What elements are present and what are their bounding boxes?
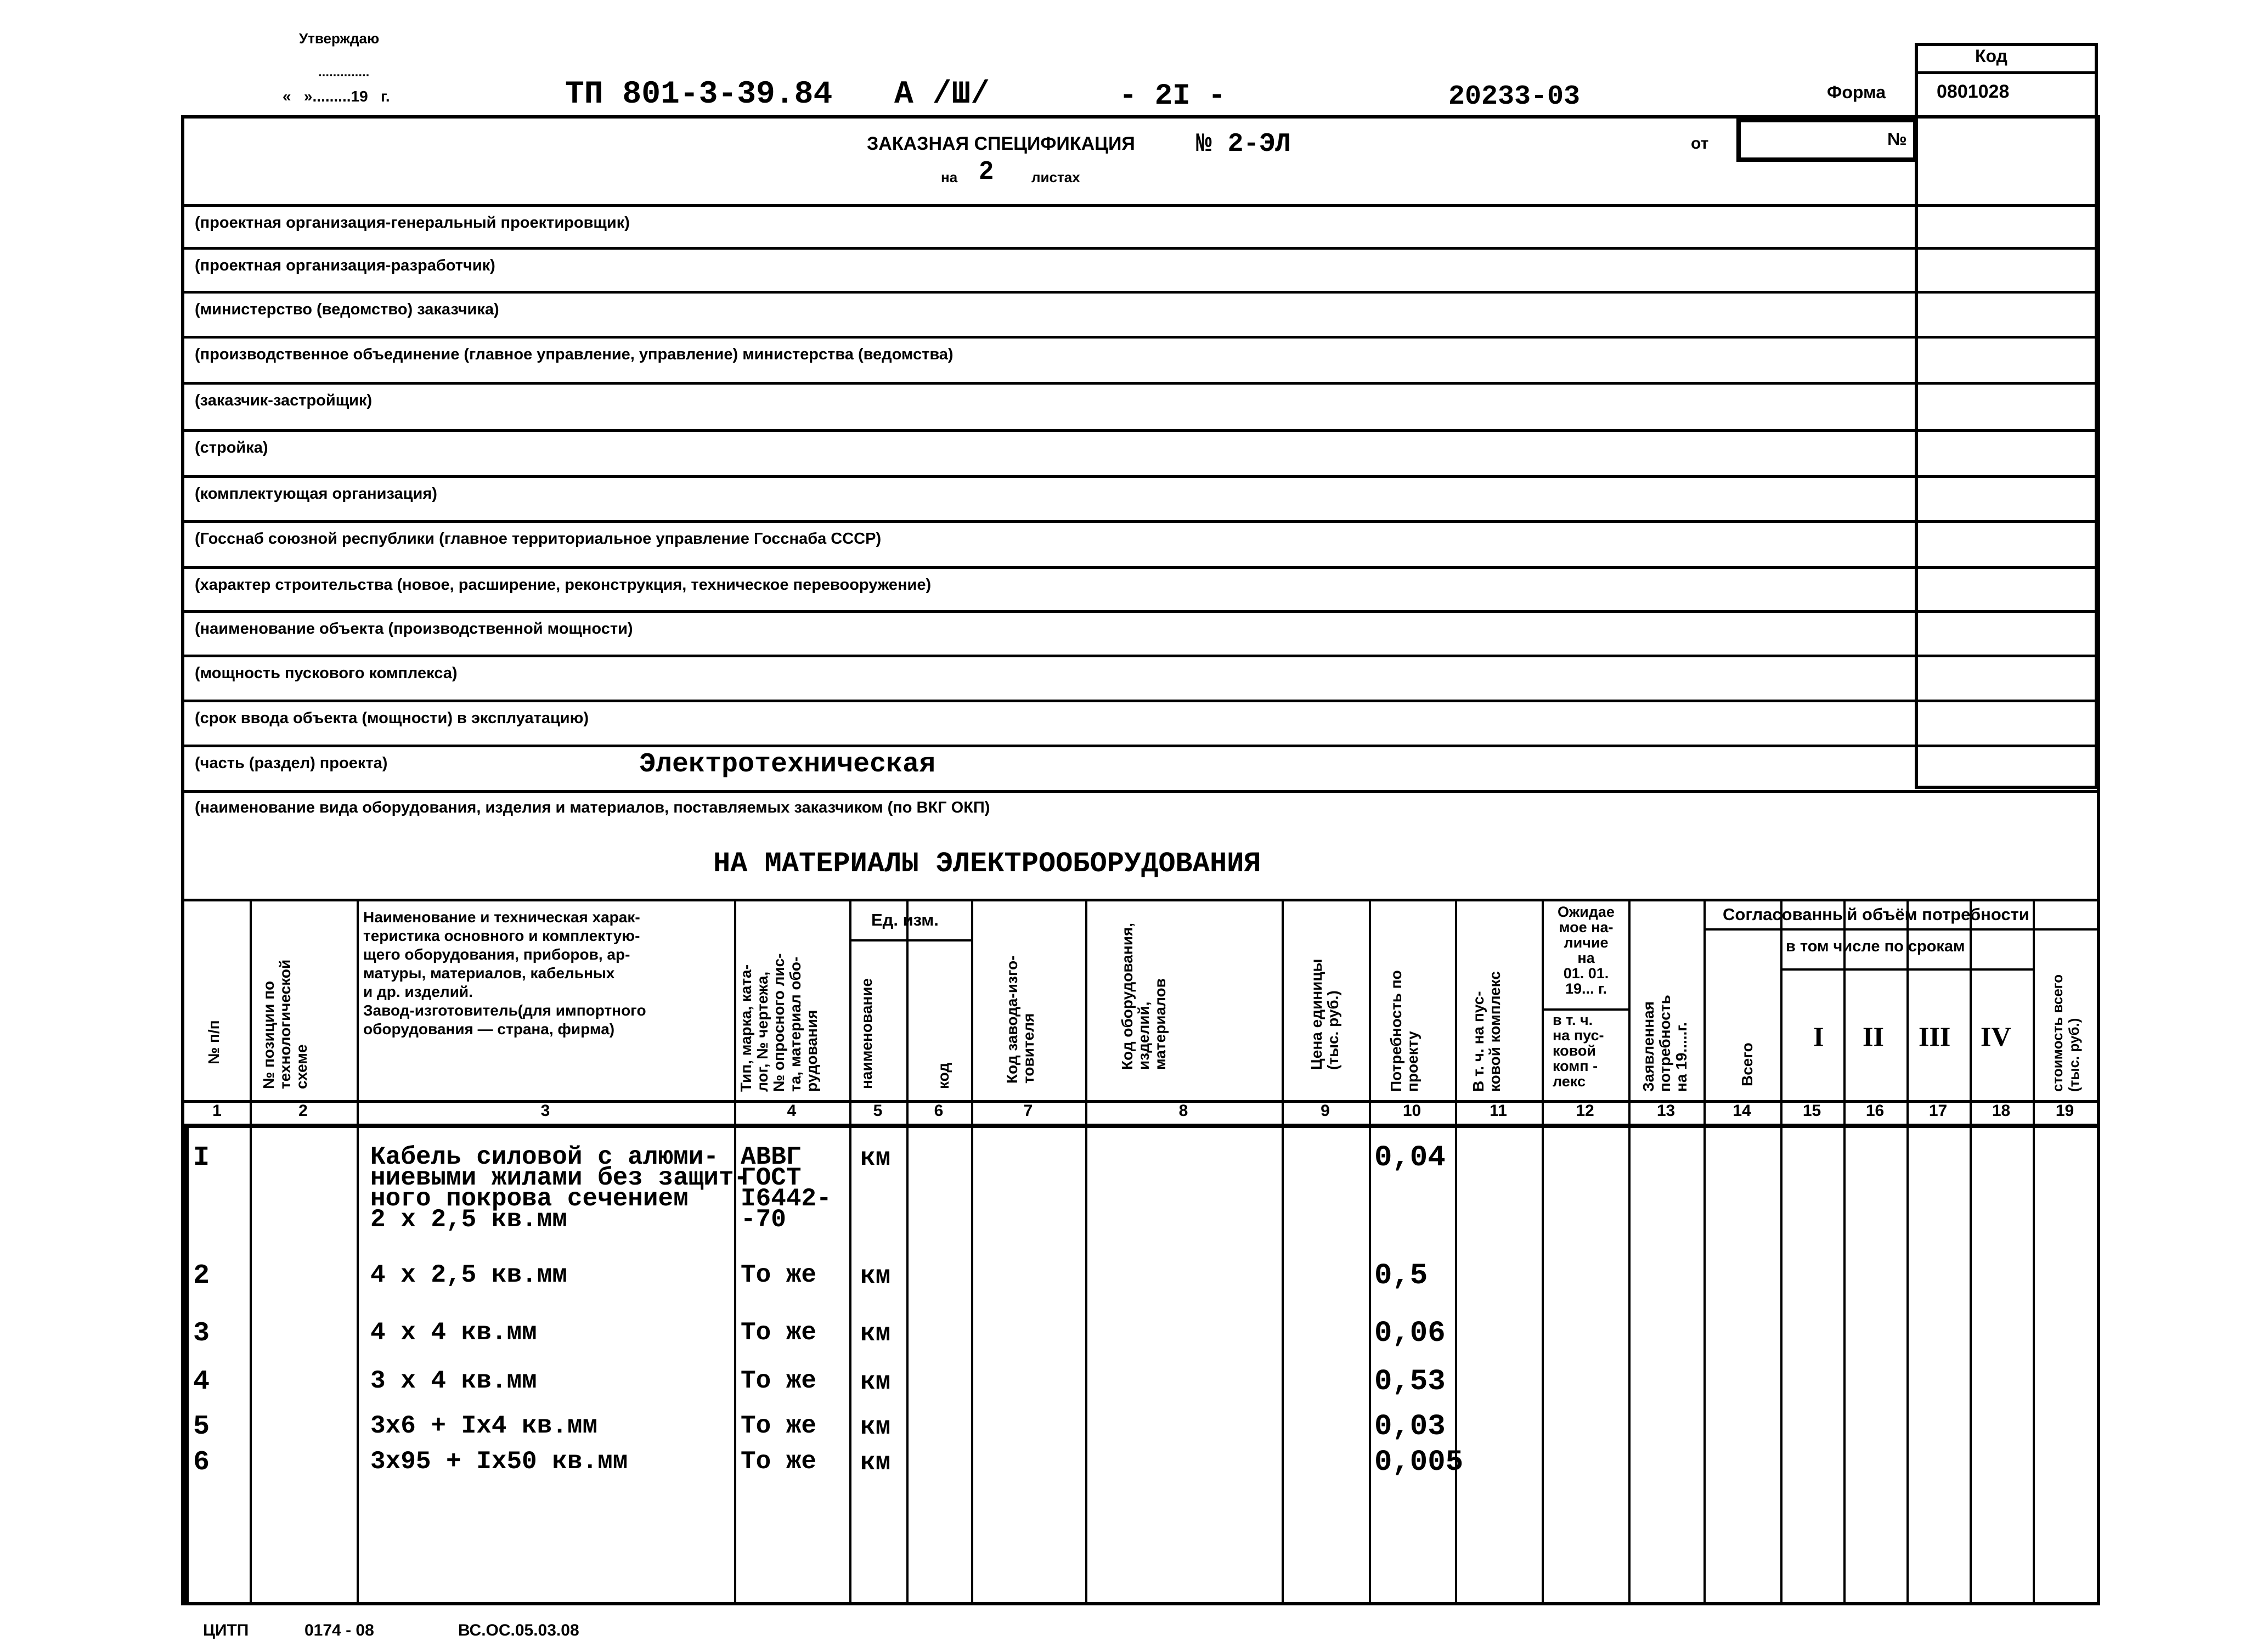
hdr-c18: IV (1981, 1021, 2011, 1052)
column-number: 1 (212, 1102, 222, 1120)
header-line: на (1577, 950, 1595, 966)
row-name: 3 х 4 кв.мм (370, 1367, 537, 1395)
column-number: 2 (298, 1102, 308, 1120)
from-label: от (1691, 134, 1709, 153)
header-line: Завод-изготовитель(для импортного (363, 1002, 646, 1019)
hdr-c5: наименование (858, 978, 875, 1089)
numbers-bottom-line (181, 1124, 2100, 1128)
hdr-c16: II (1863, 1021, 1884, 1052)
kod-line (1915, 382, 2098, 385)
row-name: 3х6 + Iх4 кв.мм (370, 1412, 598, 1440)
field-line (181, 204, 1917, 207)
field-line (181, 336, 1917, 339)
field-label: (стройка) (195, 439, 268, 456)
header-line: проекту (1404, 1031, 1421, 1092)
header-line: потребность (1656, 995, 1673, 1092)
hdr-c6: код (935, 1062, 952, 1089)
kod-line (1915, 291, 2098, 294)
header-line: матуры, материалов, кабельных (363, 965, 615, 982)
header-line: стоимость всего (2049, 974, 2066, 1092)
row-unit: км (860, 1448, 891, 1477)
doc-number: 20233-03 (1448, 81, 1581, 112)
row-qty: 0,06 (1374, 1317, 1446, 1350)
footer-org: ЦИТП (203, 1621, 249, 1639)
column-number: 8 (1178, 1102, 1188, 1120)
column-number: 6 (934, 1102, 944, 1120)
row-name: 4 х 4 кв.мм (370, 1318, 537, 1347)
header-line: ковой (1553, 1042, 1596, 1059)
header-line: Ожидае (1558, 904, 1615, 920)
field-label: (Госснаб союзной республики (главное территориальное управление Госснаба СССР) (195, 530, 882, 548)
footer-num: 0174 - 08 (304, 1621, 374, 1639)
row-number: I (193, 1142, 210, 1174)
row-number: 4 (193, 1366, 210, 1397)
header-line: теристика основного и комплектую- (363, 927, 640, 944)
equip-value: НА МАТЕРИАЛЫ ЭЛЕКТРООБОРУДОВАНИЯ (713, 848, 1261, 880)
spec-title: ЗАКАЗНАЯ СПЕЦИФИКАЦИЯ (867, 133, 1135, 154)
column-line (250, 899, 252, 1605)
kod-line (1915, 610, 2098, 613)
field-line (181, 429, 1917, 432)
header-line: лекс (1553, 1073, 1586, 1090)
kod-line (1915, 475, 2098, 478)
column-line (357, 899, 359, 1605)
row-type: То же (741, 1412, 817, 1440)
field-line (181, 520, 1917, 523)
column-number: 4 (787, 1102, 797, 1120)
row-name: Кабель силовой с алюми- ниевыми жилами без защит- ного покрова сечением 2 х 2,5 кв.мм (370, 1143, 749, 1234)
header-line: 01. 01. (1563, 965, 1609, 982)
header-line: лог, № чертежа, (754, 971, 771, 1092)
c12-split-line (1542, 1008, 1628, 1011)
table-top-line (181, 899, 2100, 901)
column-number: 5 (873, 1102, 883, 1120)
column-number: 10 (1402, 1102, 1421, 1120)
agreed-split-line (1703, 928, 2099, 931)
row-unit: км (860, 1144, 891, 1172)
column-line (1369, 899, 1371, 1605)
kod-line (1915, 790, 2098, 793)
kod-line (1915, 566, 2098, 569)
hdr-c15: I (1813, 1021, 1824, 1052)
header-line: личие (1564, 934, 1609, 951)
kod-line (1915, 429, 2098, 432)
hdr-c17: III (1919, 1021, 1951, 1052)
row-unit: км (860, 1368, 891, 1396)
forma-label: Форма (1827, 82, 1886, 102)
column-line (2033, 899, 2035, 1605)
hdr-c10 (1388, 970, 1421, 1092)
column-line (849, 899, 851, 1605)
field-label: (часть (раздел) проекта) (195, 754, 388, 772)
doc-code: ТП 801-3-39.84 (565, 77, 833, 112)
kod-line (1915, 336, 2098, 339)
column-line (971, 899, 973, 1605)
footer-code: ВС.ОС.05.03.08 (458, 1621, 579, 1639)
kod-line (1915, 520, 2098, 523)
row-type: То же (741, 1261, 817, 1289)
row-qty: 0,04 (1374, 1141, 1446, 1175)
header-line: Код завода-изго- (1003, 955, 1020, 1084)
field-label: (характер строительства (новое, расширение, реконструкция, техническое перевооружение) (195, 576, 932, 594)
field-line (181, 475, 1917, 478)
header-line: (тыс. руб.) (2066, 1018, 2082, 1092)
kod-line (1915, 247, 2098, 250)
column-line (1282, 899, 1284, 1605)
column-line (906, 899, 909, 1605)
header-line: Потребность по (1387, 970, 1404, 1092)
field-label: (проектная организация-генеральный проектировщик) (195, 214, 630, 232)
row-name: 4 х 2,5 кв.мм (370, 1261, 567, 1289)
sheets-count: 2 (979, 156, 994, 184)
field-label: (комплектующая организация) (195, 485, 437, 503)
field-label: (заказчик-застройщик) (195, 392, 373, 409)
column-number: 19 (2055, 1102, 2074, 1120)
no-label: № (1887, 129, 1907, 149)
header-line: 19... г. (1565, 980, 1607, 997)
header-line: № опросного лис- (770, 953, 787, 1092)
row-qty: 0,005 (1374, 1446, 1464, 1479)
field-label: (срок ввода объекта (мощности) в эксплуатацию) (195, 709, 589, 727)
field-line (181, 291, 1917, 294)
header-line: Код оборудования, (1119, 922, 1136, 1070)
field-line (181, 382, 1917, 385)
row-qty: 0,03 (1374, 1410, 1446, 1444)
column-line (1843, 899, 1846, 1605)
header-line: материалов (1152, 978, 1169, 1070)
field-label: (проектная организация-разработчик) (195, 257, 495, 274)
hdr-c2 (261, 914, 310, 1089)
header-line: и др. изделий. (363, 983, 473, 1000)
column-line (1703, 899, 1706, 1605)
header-line: та, материал обо- (787, 956, 804, 1092)
header-line: рудования (803, 1010, 820, 1092)
column-number: 16 (1865, 1102, 1885, 1120)
field-label: (наименование объекта (производственной мощности) (195, 620, 633, 638)
row-unit: км (860, 1320, 891, 1348)
column-number: 14 (1733, 1102, 1751, 1120)
sheets-suffix: листах (1031, 169, 1080, 185)
column-line (1455, 899, 1457, 1605)
spec-number: № 2-ЭЛ (1196, 129, 1291, 159)
hdr-agreed: Согласованный объём потребности (1723, 905, 2029, 924)
column-number: 13 (1656, 1102, 1676, 1120)
table-left-edge (184, 1124, 189, 1605)
field-label: (производственное объединение (главное управление, управление) министерства (ведомства) (195, 346, 954, 363)
part-value: Электротехническая (639, 749, 936, 780)
approve-date: « ».........19 г. (283, 88, 390, 105)
field-line (181, 247, 1917, 250)
kod-line (1915, 745, 2098, 747)
kod-line (1915, 700, 2098, 702)
forma-code: 0801028 (1937, 81, 2010, 102)
row-qty: 0,5 (1374, 1259, 1428, 1293)
column-number: 11 (1490, 1102, 1507, 1120)
field-label: (министерство (ведомство) заказчика) (195, 301, 499, 318)
field-line (181, 745, 1917, 747)
hdr-c4 (738, 953, 820, 1092)
sheets-prefix: на (941, 169, 958, 185)
hdr-c11 (1470, 971, 1503, 1092)
header-line: в т. ч. (1553, 1012, 1593, 1028)
column-number: 18 (1992, 1102, 2011, 1120)
column-number: 12 (1576, 1102, 1594, 1120)
header-line: щего оборудования, приборов, ар- (363, 946, 630, 963)
header-line: товителя (1020, 1013, 1037, 1084)
header-line: ковой комплекс (1486, 971, 1503, 1092)
row-type: То же (741, 1318, 817, 1347)
row-type: То же (741, 1447, 817, 1476)
column-line (1906, 899, 1909, 1605)
column-line (1628, 899, 1631, 1605)
row-number: 5 (193, 1411, 210, 1442)
hdr-c1: № п/п (205, 1020, 222, 1064)
hdr-c9 (1308, 959, 1341, 1070)
hdr-c2-text: № позиции по технологической схеме (260, 959, 310, 1089)
incl-split-line (1780, 968, 2033, 971)
header-line: оборудования — страна, фирма) (363, 1020, 615, 1038)
header-line: на пус- (1553, 1027, 1604, 1044)
header-line: Цена единицы (1308, 959, 1325, 1070)
column-number: 3 (540, 1102, 550, 1120)
header-line: Тип, марка, ката- (737, 964, 754, 1092)
hdr-unit: Ед. изм. (871, 910, 939, 929)
kod-line (1915, 655, 2098, 657)
header-line: (тыс. руб.) (1324, 990, 1341, 1070)
header-line: на 19.....г. (1673, 1022, 1690, 1092)
album-code: А /Ш/ (894, 77, 990, 112)
column-number: 7 (1023, 1102, 1033, 1120)
approve-dots: .............. (318, 65, 370, 80)
page-number: - 2I - (1119, 80, 1226, 113)
hdr-c13 (1640, 995, 1690, 1092)
row-unit: км (860, 1262, 891, 1290)
hdr-c8 (1119, 923, 1169, 1070)
hdr-incl: в том числе по срокам (1786, 938, 1965, 955)
column-number: 15 (1802, 1102, 1821, 1120)
column-line (1970, 899, 1972, 1605)
column-number: 9 (1321, 1102, 1330, 1120)
column-line (1780, 899, 1782, 1605)
row-unit: км (860, 1413, 891, 1441)
unit-split-line (849, 939, 971, 941)
header-line: Наименование и техническая харак- (363, 909, 640, 926)
row-number: 3 (193, 1318, 210, 1349)
kod-line (1915, 204, 2098, 207)
field-line (181, 700, 1917, 702)
field-label: (мощность пускового комплекса) (195, 664, 458, 682)
header-line: В т. ч. на пус- (1470, 991, 1487, 1092)
column-line (1085, 899, 1087, 1605)
kod-label: Код (1975, 46, 2007, 66)
equip-label: (наименование вида оборудования, изделия и материалов, поставляемых заказчиком (по ВКГ ОКП) (195, 799, 990, 816)
row-type: То же (741, 1367, 817, 1395)
row-qty: 0,53 (1374, 1365, 1446, 1399)
row-number: 6 (193, 1447, 210, 1478)
field-line (181, 610, 1917, 613)
row-name: 3х95 + Iх50 кв.мм (370, 1447, 628, 1476)
field-line (181, 790, 1917, 793)
header-line: изделий, (1135, 1001, 1152, 1070)
hdr-c12a (1550, 904, 1622, 996)
field-line (181, 566, 1917, 569)
header-line: комп - (1553, 1058, 1598, 1074)
header-line: мое на- (1559, 919, 1614, 935)
hdr-c19 (2049, 974, 2082, 1092)
column-number: 17 (1928, 1102, 1948, 1120)
header-line: Заявленная (1640, 1001, 1657, 1092)
hdr-c7 (1004, 955, 1037, 1084)
hdr-c14: Всего (1739, 1042, 1756, 1086)
row-number: 2 (193, 1260, 210, 1292)
approve-label: Утверждаю (299, 30, 380, 47)
field-line (181, 655, 1917, 657)
hdr-c12b (1553, 1012, 1604, 1089)
row-type: АВВГ ГОСТ I6442- -70 (741, 1143, 832, 1234)
column-line (1542, 899, 1544, 1605)
hdr-c3 (363, 908, 736, 1039)
